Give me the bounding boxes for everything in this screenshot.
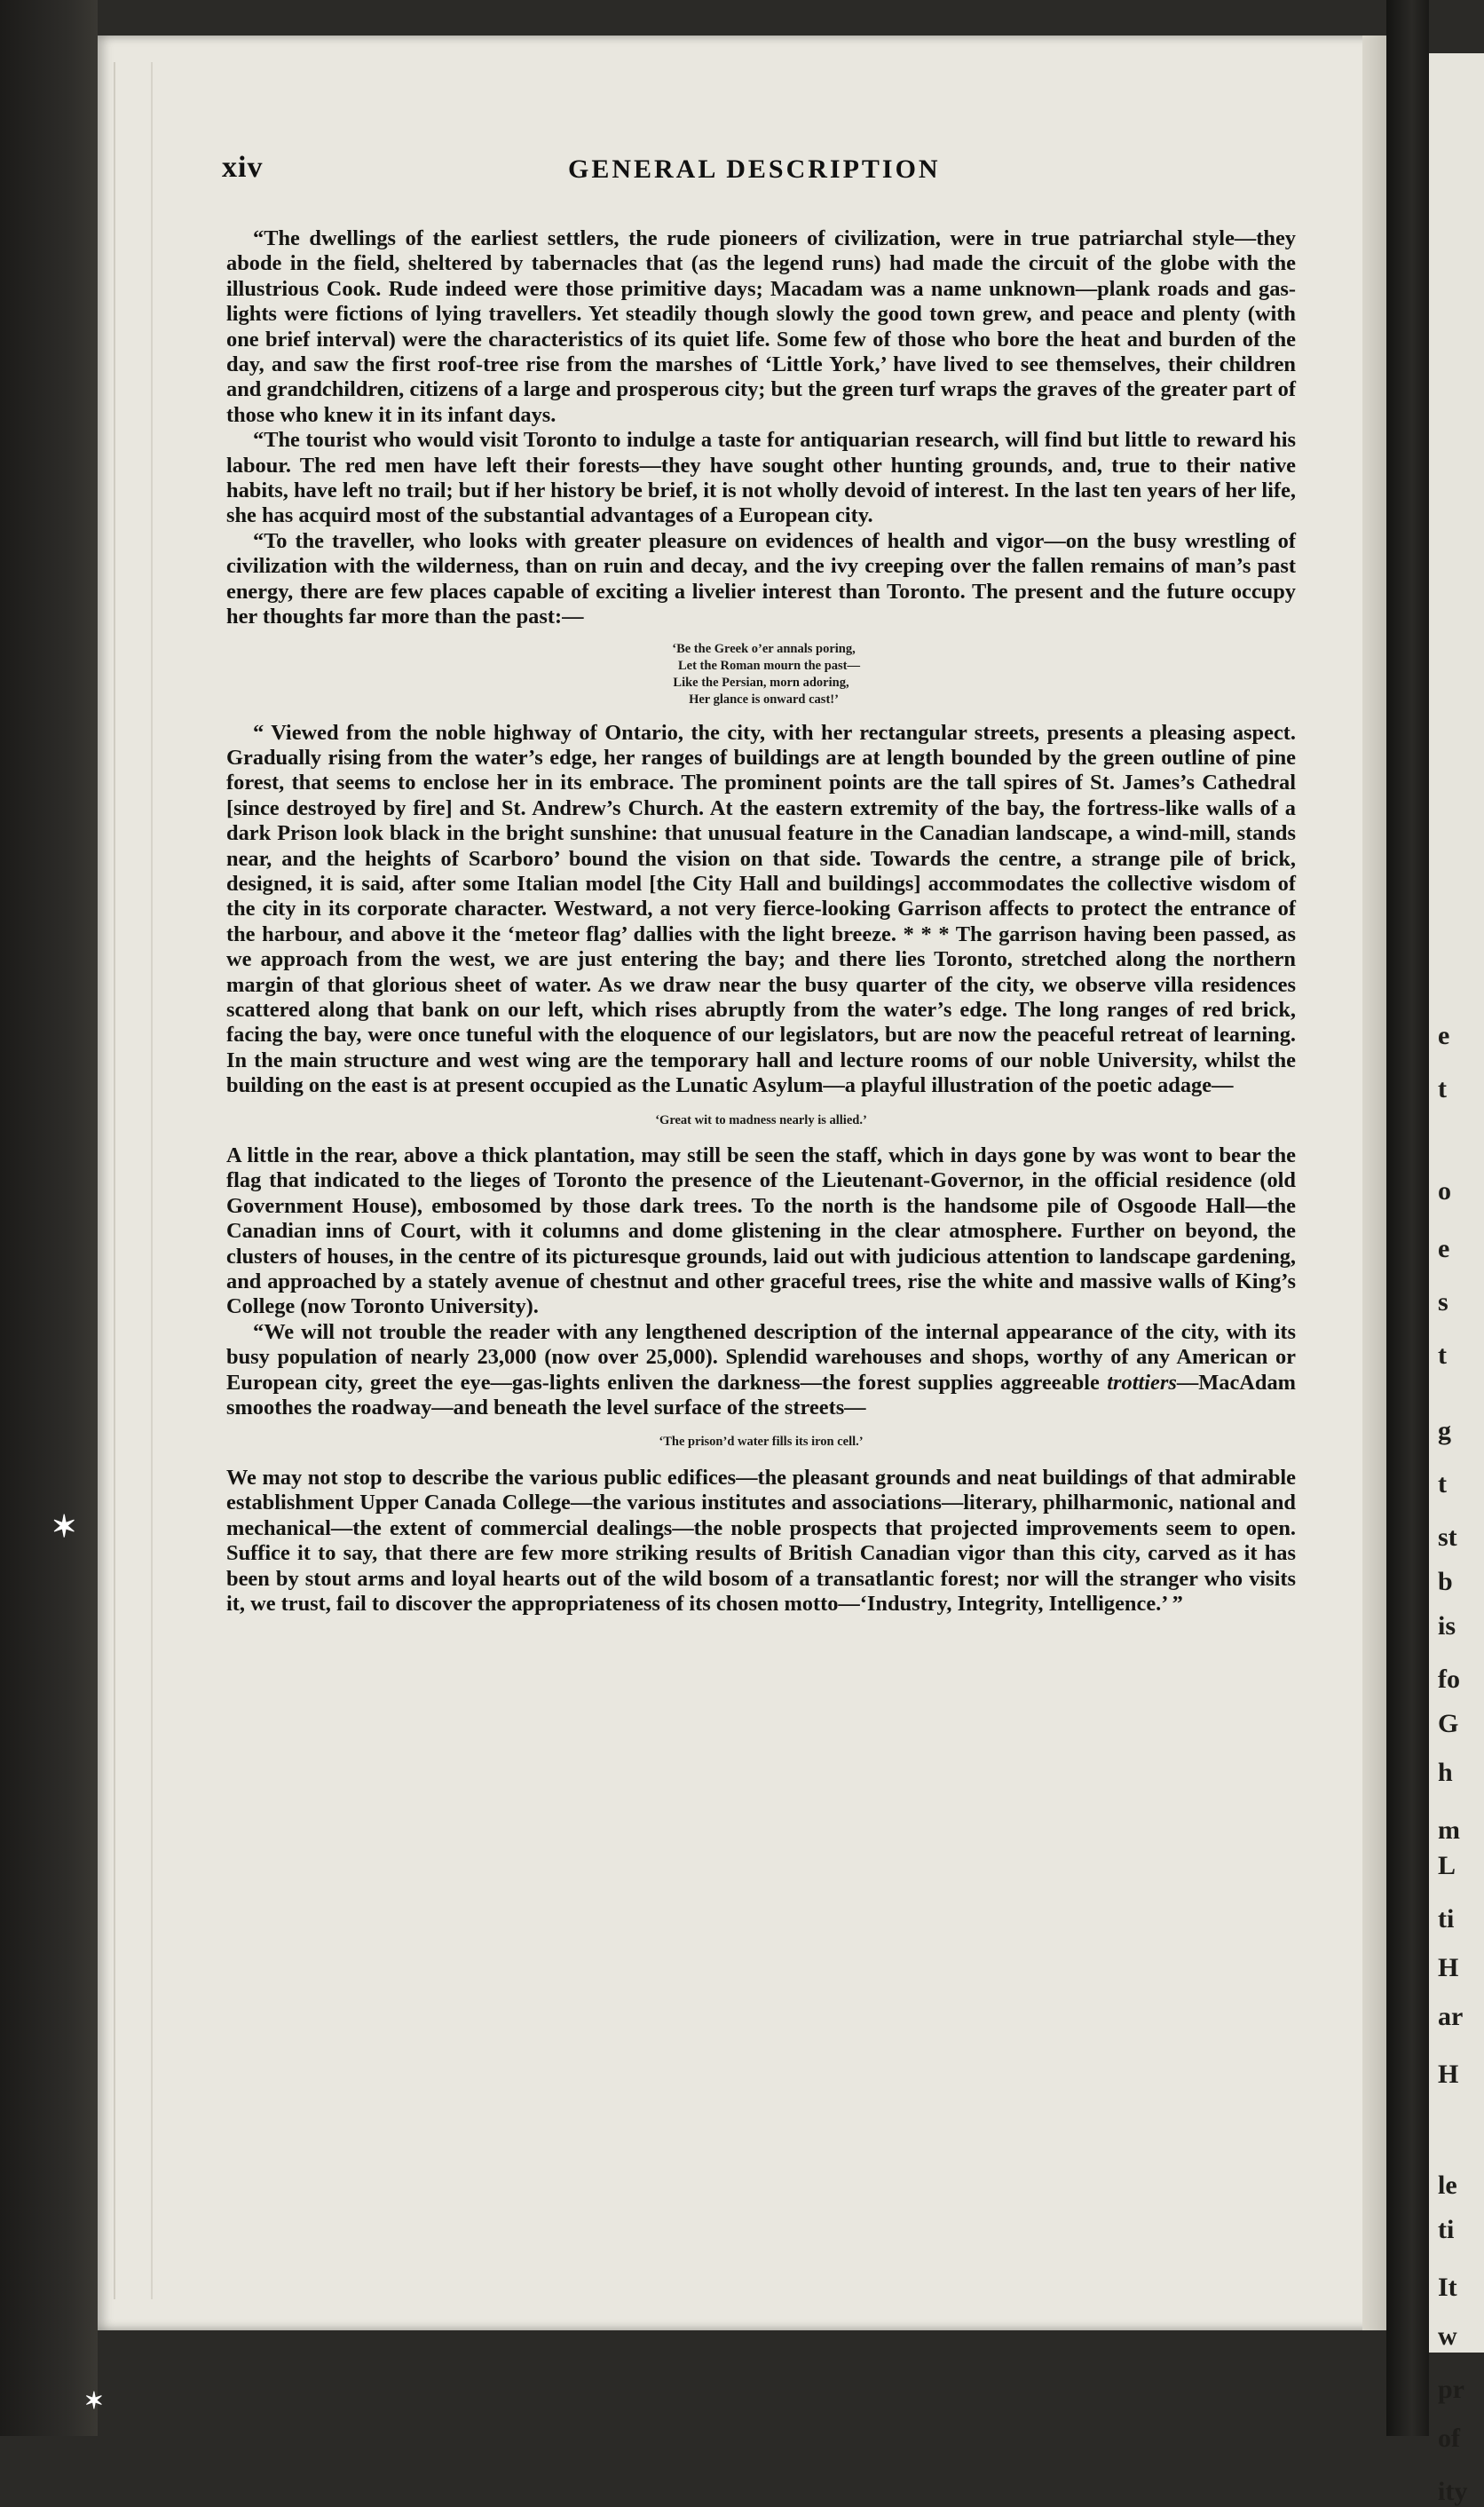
facing-page-fragment: o [1438, 1176, 1451, 1206]
facing-page-fragment: t [1438, 1340, 1447, 1370]
facing-page-fragment: fo [1438, 1665, 1460, 1694]
scan-speck: ✶ [51, 1511, 77, 1544]
facing-page-fragment: s [1438, 1287, 1448, 1317]
facing-page-fragment: of [1438, 2424, 1460, 2453]
facing-page-fragment: ity [1438, 2477, 1468, 2506]
facing-page-fragment: ar [1438, 2002, 1464, 2031]
quote-prison-water: ‘The prison’d water fills its iron cell.’ [659, 1435, 864, 1450]
page-number: xiv [222, 151, 264, 184]
facing-page-fragment: L [1438, 1851, 1456, 1880]
facing-page-fragment: st [1438, 1522, 1457, 1552]
verse-line: Her glance is onward cast!’ [689, 692, 839, 707]
facing-page-fragment: It [1438, 2273, 1457, 2302]
page-body [226, 226, 1296, 1617]
paragraph-tourist: “The tourist who would visit Toronto to indulge a taste for antiquarian research, will find but little to reward his labour. The red men have left their forests—they have sought other hunting grounds, and, true to their native habits, have left no trail; but if her history be brief, it is not wholly devoid of interest. In the last ten years of her life, she has acquird most of the substantial advantages of a European city. [226, 428, 1296, 528]
verse-line: Let the Roman mourn the past— [677, 658, 860, 673]
italic-word: trottiers [1107, 1370, 1177, 1395]
paragraph-ontario-view: “ Viewed from the noble highway of Ontario, the city, with her rectangular streets, presents a pleasing aspect. Gradually rising from the water’s edge, her ranges of buildings are at length bounded by the green outline of pine forest, that seems to enclose her in its embrace. The prominent points are the tall spires of St. James’s Cathedral [since destroyed by fire] and St. Andrew’s Church. At the eastern extremity of the bay, the fortress-like walls of a dark Prison look black in the bright sunshine: that unusual feature in the Canadian landscape, a wind-mill, stands near, and the heights of Scarboro’ bound the vision on that side. Towards the centre, a strange pile of brick, designed, it is said, after some Italian model [the City Hall and buildings] accommodates the collective wisdom of the city in its corporate character. Westward, a not very fierce-looking Garrison affects to protect the entrance of the harbour, and above it the ‘meteor flag’ dallies with the light breeze. * * * The garrison having been passed, as we approach from the west, we are just entering the bay; and there lies Toronto, stretched along the northern margin of that glorious sheet of water. As we draw near the busy quarter of the city, we observe villa residences scattered along that bank on our left, which rises abruptly from the water’s edge. The long ranges of red brick, facing the bay, were once tuneful with the eloquence of our legislators, but are now the peaceful retreat of learning. In the main structure and west wing are the temporary hall and lecture rooms of our noble University, whilst the building on the east is at present occupied as the Lunatic Asylum—a playful illustration of the poetic adage— [226, 720, 1296, 1098]
page-header [222, 151, 1296, 195]
verse-line: Like the Persian, morn adoring, [673, 675, 849, 690]
book-spine [1386, 0, 1429, 2436]
facing-page-fragment: G [1438, 1709, 1459, 1738]
paragraph-text: “We will not trouble the reader with any lengthened description of the internal appearance of the city, with its busy population of nearly 23,000 (now over 25,000). Splendid warehouses and shops, worthy of any American or European city, greet the eye—gas-lights enliven the darkness—the forest supplies aggreeable [226, 1319, 1296, 1395]
scan-speck: ✶ [84, 2388, 104, 2414]
facing-page-fragment: e [1438, 1021, 1450, 1050]
quote-great-wit: ‘Great wit to madness nearly is allied.’ [655, 1112, 867, 1127]
running-title: GENERAL DESCRIPTION [568, 154, 941, 184]
facing-page-fragment: w [1438, 2321, 1457, 2351]
facing-page-fragment: g [1438, 1416, 1451, 1445]
facing-page-fragment: h [1438, 1758, 1453, 1787]
paragraph-internal-appearance [226, 1320, 1296, 1421]
paragraph-plantation: A little in the rear, above a thick plantation, may still be seen the staff, which in days gone by was wont to bear the flag that indicated to the lieges of Toronto the presence of the Lieutenant-Governor, in the official residence (old Government House), embosomed by those dark trees. To the north is the handsome pile of Osgoode Hall—the Canadian inns of Court, with it columns and dome glistening in the clear atmosphere. Further on beyond, the clusters of houses, in the centre of its picturesque grounds, laid out with judicious attention to landscape gardening, and approached by a stately avenue of chestnut and other graceful trees, rise the white and massive walls of King’s College (now Toronto University). [226, 1143, 1296, 1319]
page-edge-lines [114, 62, 153, 2299]
facing-page-fragment: m [1438, 1815, 1460, 1845]
facing-page-fragment: e [1438, 1234, 1450, 1263]
facing-page-fragment: is [1438, 1611, 1456, 1641]
facing-page-fragment: le [1438, 2171, 1457, 2200]
paragraph-edifices: We may not stop to describe the various public edifices—the pleasant grounds and neat buildings of that admirable establishment Upper Canada College—the various institutes and associations—literary, philharmonic, national and mechanical—the extent of commercial dealings—the noble prospects that projected improvements seem to open. Suffice it to say, that there are few more striking results of British Canadian vigor than this city, carved as it has been by stout arms and loyal hearts out of the wild bosom of a transatlantic forest; nor will the stranger who visits it, we trust, fail to discover the appropriateness of its chosen motto—‘Industry, Integrity, Intelligence.’ ” [226, 1465, 1296, 1616]
paragraph-traveller: “To the traveller, who looks with greater pleasure on evidences of health and vigor—on the busy wrestling of civilization with the wilderness, than on ruin and decay, and the ivy creeping over the fallen remains of man’s past energy, there are few places capable of exciting a livelier interest than Toronto. The present and the future occupy her thoughts far more than the past:— [226, 528, 1296, 629]
verse-line: ‘Be the Greek o’er annals poring, [672, 641, 856, 656]
facing-page-fragment: H [1438, 2060, 1459, 2089]
facing-page-fragment: b [1438, 1567, 1453, 1596]
paragraph-text: —MacAdam smoothes the roadway—and beneath the level surface of the streets— [226, 1370, 1296, 1420]
verse-block [226, 641, 1296, 708]
facing-page-fragment: ti [1438, 2215, 1455, 2244]
facing-page-fragment: H [1438, 1953, 1459, 1982]
facing-page-edge [1429, 53, 1484, 2506]
paragraph-settlers: “The dwellings of the earliest settlers, the rude pioneers of civilization, were in true patriarchal style—they abode in the field, sheltered by tabernacles that (as the legend runs) had made the circuit of the globe with the illustrious Cook. Rude indeed were those primitive days; Macadam was a name unknown—plank roads and gas-lights were fictions of lying travellers. Yet steadily though slowly the good town grew, and peace and plenty (with one brief interval) were the characteristics of its quiet life. Some few of those who bore the heat and burden of the day, and saw the first roof-tree rise from the marshes of ‘Little York,’ have lived to see themselves, their children and grandchildren, citizens of a large and prosperous city; but the green turf wraps the graves of the greater part of those who knew it in its infant days. [226, 226, 1296, 427]
scan-background-left [0, 0, 98, 2436]
facing-page-fragment: t [1438, 1074, 1447, 1103]
facing-page-fragment: ti [1438, 1904, 1455, 1934]
facing-page-fragment: pr [1438, 2375, 1464, 2404]
facing-page-fragment: t [1438, 1469, 1447, 1499]
